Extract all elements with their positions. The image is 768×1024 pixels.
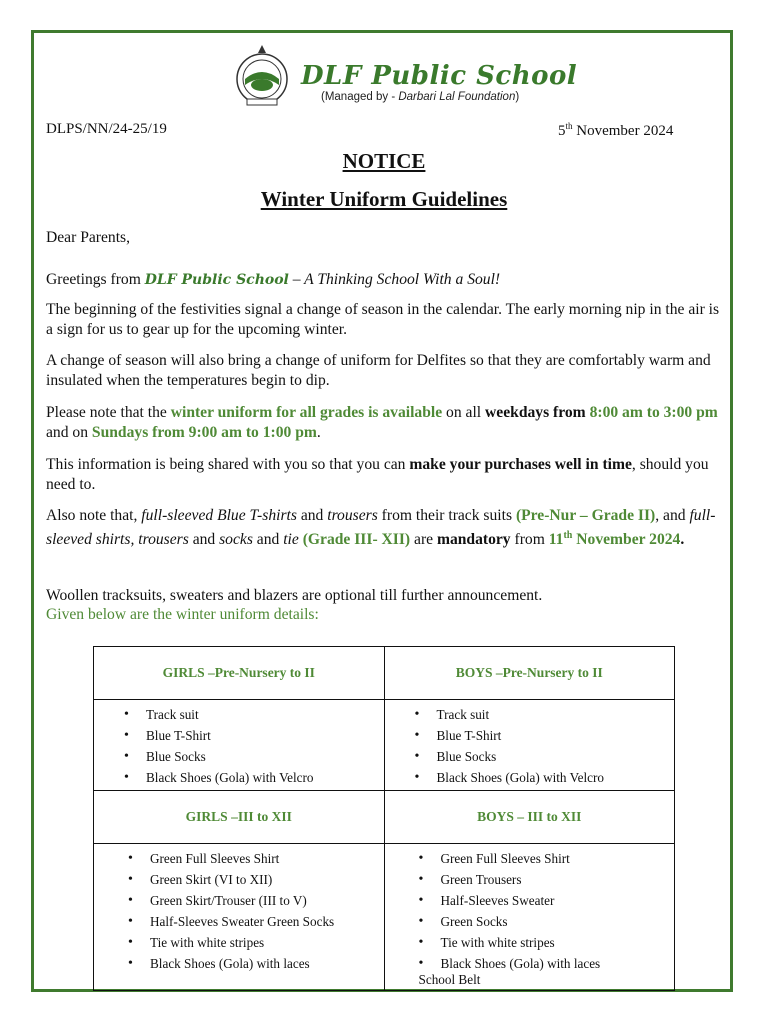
girls-junior-items	[94, 700, 385, 791]
list-item: • Blue T-Shirt	[94, 725, 384, 746]
reference-number: DLPS/NN/24-25/19	[46, 121, 167, 137]
list-item: • Tie with white stripes	[385, 932, 675, 953]
list-item: • Track suit	[94, 704, 384, 725]
list-item: • Green Skirt (VI to XII)	[94, 869, 384, 890]
list-item: • Green Skirt/Trouser (III to V)	[94, 890, 384, 911]
girls-senior-heading: GIRLS –III to XII	[94, 791, 385, 844]
list-item: • Track suit	[385, 704, 675, 725]
school-name: DLF Public School	[301, 61, 578, 91]
list-item: • Black Shoes (Gola) with laces School Belt	[385, 953, 675, 988]
notice-subject: Winter Uniform Guidelines	[260, 187, 508, 211]
school-header	[229, 43, 578, 111]
paragraph-season: The beginning of the festivities signal a change of season in the calendar. The early morning nip in the air is a sign for us to gear up for the upcoming winter.	[46, 301, 720, 338]
list-item: • Blue Socks	[385, 746, 675, 767]
girls-senior-items	[94, 844, 385, 991]
paragraph-purchase: This information is being shared with you so that you can make your purchases well in time, should you need to.	[46, 456, 709, 493]
managed-by: (Managed by - Darbari Lal Foundation)	[321, 91, 520, 103]
list-item: • Blue Socks	[94, 746, 384, 767]
boys-junior-items	[384, 700, 675, 791]
school-crest-icon	[229, 43, 295, 109]
salutation: Dear Parents,	[46, 229, 130, 246]
boys-senior-items	[384, 844, 675, 991]
school-belt-item: School Belt	[418, 972, 481, 987]
list-item: • Green Full Sleeves Shirt	[385, 848, 675, 869]
uniform-table	[93, 646, 675, 991]
page-title: NOTICE	[342, 149, 426, 173]
list-item: • Black Shoes (Gola) with Velcro	[385, 767, 675, 788]
list-item: • Green Trousers	[385, 869, 675, 890]
paragraph-uniform-change: A change of season will also bring a change of uniform for Delfites so that they are comfortably warm and insulated when the temperatures begin to dip.	[46, 352, 711, 389]
paragraph-details-intro: Given below are the winter uniform details:	[46, 606, 319, 623]
notice-date: 5th November 2024	[558, 121, 674, 139]
paragraph-availability: Please note that the winter uniform for all grades is available on all weekdays from 8:00 am to 3:00 pm and on Sundays from 9:00 am to 1:00 pm.	[46, 404, 718, 441]
list-item: • Green Full Sleeves Shirt	[94, 848, 384, 869]
list-item: • Black Shoes (Gola) with Velcro	[94, 767, 384, 788]
list-item: • Half-Sleeves Sweater Green Socks	[94, 911, 384, 932]
list-item: • Green Socks	[385, 911, 675, 932]
paragraph-mandatory: Also note that, full-sleeved Blue T-shirts and trousers from their track suits (Pre-Nur – Grade II), and full-sleeved shirts, trousers and socks and tie (Grade III- XII) are mandatory from 11th November 2024.	[46, 507, 716, 548]
boys-junior-heading: BOYS –Pre-Nursery to II	[384, 647, 675, 700]
list-item: • Blue T-Shirt	[385, 725, 675, 746]
boys-senior-heading: BOYS – III to XII	[384, 791, 675, 844]
list-item: • Half-Sleeves Sweater	[385, 890, 675, 911]
paragraph-optional: Woollen tracksuits, sweaters and blazers are optional till further announcement.	[46, 587, 543, 604]
girls-junior-heading: GIRLS –Pre-Nursery to II	[94, 647, 385, 700]
greeting: Greetings from DLF Public School – A Thinking School With a Soul!	[46, 271, 501, 288]
list-item: • Black Shoes (Gola) with laces	[94, 953, 384, 974]
list-item: • Tie with white stripes	[94, 932, 384, 953]
